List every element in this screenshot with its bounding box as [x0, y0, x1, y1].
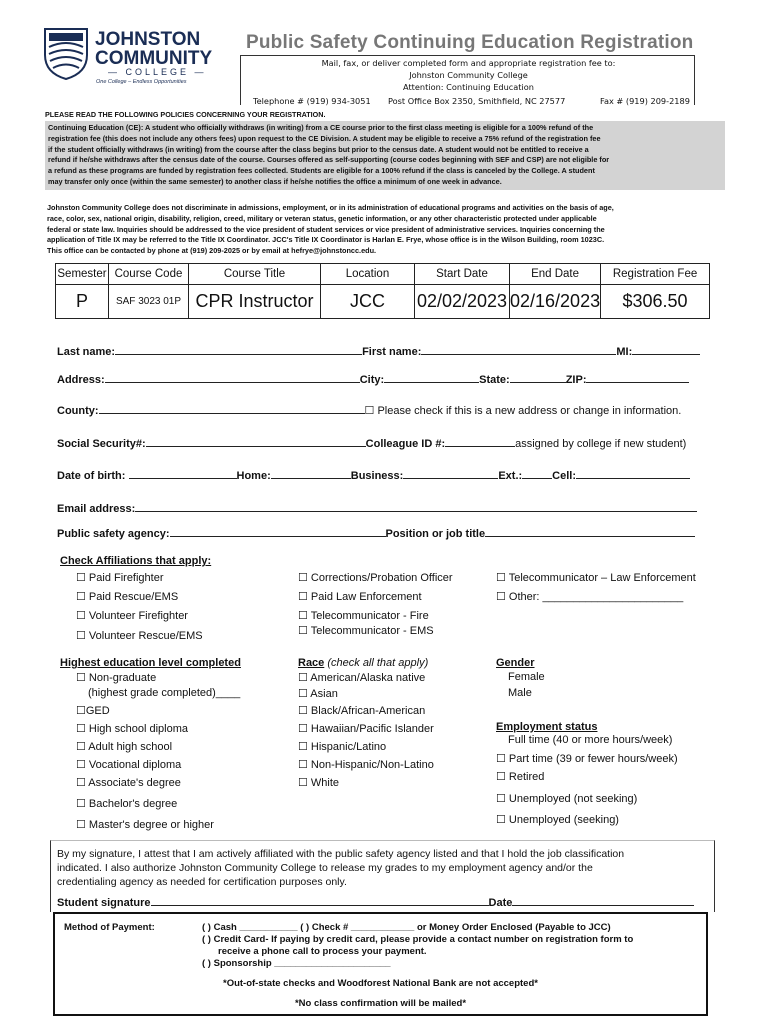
policy-line: a refund as these programs are funded by registration fees collected. Students are eligible for a 100% refund if the class is canceled by the College. A student	[48, 166, 595, 176]
employment-option[interactable]: Full time (40 or more hours/week)	[508, 734, 673, 746]
county-label: County:	[57, 405, 99, 417]
address-label: Address:	[57, 374, 105, 386]
affiliation-option[interactable]: ☐ Corrections/Probation Officer	[298, 572, 453, 584]
ssn-field[interactable]	[146, 437, 366, 447]
logo-wordmark: JOHNSTON COMMUNITY	[95, 29, 213, 69]
semester-value[interactable]: P	[56, 285, 109, 319]
po-box-text: Post Office Box 2350, Smithfield, NC 27577	[388, 96, 566, 106]
date-label: Date	[488, 897, 513, 909]
race-heading: Race	[298, 657, 325, 669]
policy-line: This office can be contacted by phone at (919) 209-2025 or by email at hefrye@johnstoncc.edu.	[47, 246, 377, 256]
page-title: Public Safety Continuing Education Registration	[246, 32, 694, 53]
ext-label: Ext.:	[498, 470, 523, 482]
dob-label: Date of birth:	[57, 470, 126, 482]
id-row	[57, 437, 686, 450]
header-cell: Course Title	[189, 264, 321, 285]
employment-option[interactable]: ☐ Unemployed (not seeking)	[496, 793, 638, 805]
home-phone-label: Home:	[236, 470, 271, 482]
student-signature-label: Student signature	[57, 897, 151, 909]
course-table-row	[56, 285, 710, 319]
policies-heading: PLEASE READ THE FOLLOWING POLICIES CONCERNING YOUR REGISTRATION.	[45, 110, 326, 119]
race-option[interactable]: ☐ Non-Hispanic/Non-Latino	[298, 759, 434, 771]
policy-line: if the student officially withdraws (in writing) from the course after the class begins but prior to the census date. A student would not be entitled to receive a	[48, 144, 589, 154]
affiliation-option[interactable]: ☐ Paid Law Enforcement	[298, 591, 422, 603]
policy-line: may transfer only once (within the same semester) to another class if he/she notifies the office a minimum of one week in advance.	[48, 176, 502, 186]
college-logo-icon	[43, 27, 89, 81]
race-option[interactable]: ☐ Black/African-American	[298, 705, 426, 717]
education-option[interactable]: ☐ Adult high school	[76, 741, 173, 753]
email-row	[57, 502, 697, 515]
name-row	[57, 345, 700, 358]
policy-line: application of Title IX may be referred to the Title IX Coordinator. JCC's Title IX Coordinator is Harlan E. Frye, whose office is in the Wilson Building, room 1023C.	[47, 235, 605, 245]
address-field[interactable]	[105, 373, 360, 383]
signature-row	[57, 896, 694, 909]
education-grade-note[interactable]: (highest grade completed)____	[88, 687, 241, 699]
employment-option[interactable]: ☐ Retired	[496, 771, 545, 783]
new-address-checkbox[interactable]: ☐ Please check if this is a new address or change in information.	[364, 405, 682, 417]
ssn-label: Social Security#:	[57, 438, 146, 450]
course-table-header	[56, 264, 710, 285]
race-option[interactable]: ☐ Asian	[298, 688, 338, 700]
affiliations-heading: Check Affiliations that apply:	[60, 555, 212, 567]
mi-label: MI:	[616, 346, 633, 358]
employment-option[interactable]: ☐ Unemployed (seeking)	[496, 814, 619, 826]
affiliation-option[interactable]: ☐ Telecommunicator - EMS	[298, 625, 434, 637]
home-phone-field[interactable]	[271, 469, 351, 479]
zip-label: ZIP:	[565, 374, 587, 386]
agency-row	[57, 527, 695, 540]
education-option[interactable]: ☐ Master's degree or higher	[76, 819, 214, 831]
email-label: Email address:	[57, 503, 136, 515]
payment-credit-card[interactable]: ( ) Credit Card- If paying by credit card, please provide a contact number on registration form to	[202, 934, 634, 945]
agency-field[interactable]	[170, 527, 386, 537]
county-field[interactable]	[99, 404, 365, 414]
first-name-field[interactable]	[421, 345, 616, 355]
header-cell: Semester	[56, 264, 109, 285]
policy-line: federal or state law. Inquiries should be addressed to the vice president of student services or vice president of administrative services. Inquiries concerning the	[47, 224, 605, 234]
contact-row	[57, 469, 690, 482]
payment-credit-card-note: receive a phone call to process your payment.	[218, 946, 427, 957]
race-note: (check all that apply)	[327, 657, 429, 669]
colleague-id-label: Colleague ID #:	[365, 438, 446, 450]
first-name-label: First name:	[362, 346, 422, 358]
cell-field[interactable]	[576, 469, 690, 479]
employment-option[interactable]: ☐ Part time (39 or fewer hours/week)	[496, 753, 678, 765]
dob-field[interactable]	[129, 469, 237, 479]
affiliation-other[interactable]: ☐ Other: _______________________	[496, 591, 684, 603]
policy-line: registration fee (this does not include any others fees) upon request to the CE Division. A student may be eligible to receive a 75% refund of the registration fee	[48, 133, 601, 143]
zip-field[interactable]	[586, 373, 689, 383]
affiliation-option[interactable]: ☐ Telecommunicator – Law Enforcement	[496, 572, 696, 584]
education-option[interactable]: ☐GED	[76, 705, 110, 717]
date-field[interactable]	[512, 896, 694, 906]
policy-line: Johnston Community College does not discriminate in admissions, employment, or in its administration of educational programs and activities on the basis of age,	[47, 203, 614, 212]
address-line: Attention: Continuing Education	[403, 82, 534, 92]
email-field[interactable]	[135, 502, 697, 512]
policy-line: Continuing Education (CE): A student who officially withdraws (in writing) from a CE course prior to the first class meeting is eligible for a 100% refund of the	[48, 123, 594, 132]
header-cell: Course Code	[109, 264, 189, 285]
payment-cash-check[interactable]: ( ) Cash ___________ ( ) Check # ____________ or Money Order Enclosed (Payable to JCC)	[202, 922, 611, 933]
payment-box	[53, 912, 708, 1016]
ext-field[interactable]	[522, 469, 552, 479]
county-row	[57, 404, 681, 417]
refund-policy	[45, 121, 725, 190]
business-phone-field[interactable]	[403, 469, 498, 479]
student-signature-field[interactable]	[151, 896, 489, 906]
address-line: Johnston Community College	[409, 70, 528, 80]
race-heading-row	[298, 657, 428, 669]
last-name-field[interactable]	[115, 345, 362, 355]
race-option[interactable]: ☐ American/Alaska native	[298, 672, 426, 684]
colleague-id-field[interactable]	[445, 437, 515, 447]
race-option[interactable]: ☐ White	[298, 777, 340, 789]
course-title-value[interactable]: CPR Instructor	[189, 285, 321, 319]
education-option[interactable]: ☐ Non-graduate	[76, 672, 157, 684]
state-field[interactable]	[510, 373, 566, 383]
gender-heading: Gender	[496, 657, 535, 669]
registration-fee-value[interactable]: $306.50	[601, 285, 710, 319]
cell-label: Cell:	[552, 470, 577, 482]
city-label: City:	[359, 374, 385, 386]
agency-label: Public safety agency:	[57, 528, 170, 540]
race-option[interactable]: ☐ Hawaiian/Pacific Islander	[298, 723, 434, 735]
affiliation-option[interactable]: ☐ Paid Firefighter	[76, 572, 164, 584]
affiliation-option[interactable]: ☐ Telecommunicator - Fire	[298, 610, 429, 622]
nondiscrimination-statement	[45, 203, 725, 257]
education-option[interactable]: ☐ Associate's degree	[76, 777, 181, 789]
location-value[interactable]: JCC	[321, 285, 415, 319]
payment-method-label: Method of Payment:	[64, 922, 155, 933]
position-label: Position or job title	[385, 528, 486, 540]
address-line: Mail, fax, or deliver completed form and appropriate registration fee to:	[321, 58, 616, 68]
header-cell: Location	[321, 264, 415, 285]
course-code-value[interactable]: SAF 3023 01P	[109, 285, 189, 319]
end-date-value[interactable]: 02/16/2023	[510, 285, 601, 319]
city-field[interactable]	[384, 373, 479, 383]
education-option[interactable]: ☐ Bachelor's degree	[76, 798, 178, 810]
affiliation-option[interactable]: ☐ Volunteer Rescue/EMS	[76, 630, 203, 642]
employment-heading: Employment status	[496, 721, 598, 733]
payment-note-checks: *Out-of-state checks and Woodforest National Bank are not accepted*	[223, 978, 538, 989]
business-phone-label: Business:	[350, 470, 404, 482]
attestation-text: By my signature, I attest that I am actively affiliated with the public safety agency listed and that I hold the job classification indicated. I also authorize Johnston Community College to release my grades to my employment agency and/or the credentialing agency as needed for certification purposes only.	[57, 848, 625, 888]
payment-note-confirmation: *No class confirmation will be mailed*	[294, 998, 467, 1009]
telephone-text: Telephone # (919) 934-3051	[253, 96, 371, 106]
start-date-value[interactable]: 02/02/2023	[415, 285, 510, 319]
signature-section	[50, 840, 715, 912]
logo-tagline: One College – Endless Opportunities	[96, 79, 187, 85]
fax-text: Fax # (919) 209-2189	[600, 96, 690, 106]
policy-line: refund if he/she withdraws after the census date of the course. Courses offered as self-supporting (course codes beginning with SEF and CSP) are not eligible for	[48, 155, 610, 165]
affiliation-option[interactable]: ☐ Volunteer Firefighter	[76, 610, 188, 622]
education-option[interactable]: ☐ Vocational diploma	[76, 759, 182, 771]
education-option[interactable]: ☐ High school diploma	[76, 723, 188, 735]
header-cell: Start Date	[415, 264, 510, 285]
policy-line: race, color, sex, national origin, disability, religion, creed, military or veteran status, genetic information, or any other characteristic protected under applicable	[47, 213, 597, 223]
course-table	[55, 263, 710, 319]
mi-field[interactable]	[632, 345, 700, 355]
education-heading: Highest education level completed	[60, 657, 241, 669]
state-label: State:	[479, 374, 510, 386]
header-cell: End Date	[510, 264, 601, 285]
race-option[interactable]: ☐ Hispanic/Latino	[298, 741, 387, 753]
position-field[interactable]	[485, 527, 695, 537]
gender-option[interactable]: Male	[508, 687, 532, 699]
header-cell: Registration Fee	[601, 264, 710, 285]
payment-sponsorship[interactable]: ( ) Sponsorship ______________________	[202, 958, 391, 969]
address-row	[57, 373, 689, 386]
last-name-label: Last name:	[57, 346, 116, 358]
gender-option[interactable]: Female	[508, 671, 545, 683]
colleague-id-note: assigned by college if new student)	[515, 438, 687, 450]
logo-college-text: — COLLEGE —	[108, 67, 207, 77]
affiliation-option[interactable]: ☐ Paid Rescue/EMS	[76, 591, 179, 603]
